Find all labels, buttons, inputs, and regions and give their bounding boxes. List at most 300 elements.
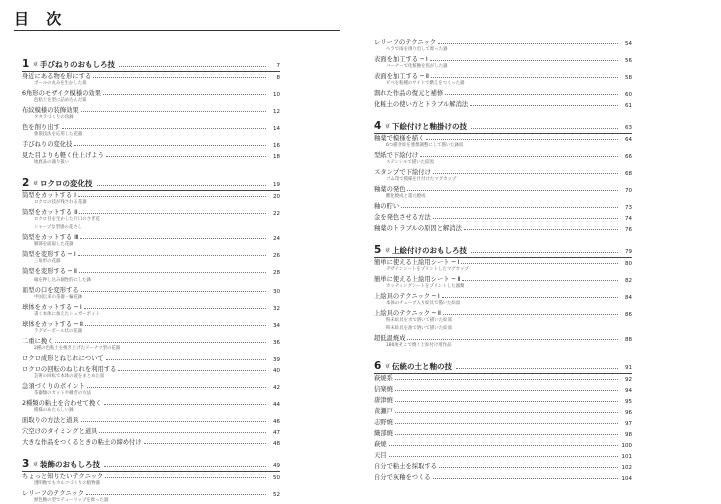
- chapter-page-number: 79: [625, 249, 632, 255]
- entry-page-number: 95: [625, 399, 632, 405]
- toc-entry: [22, 233, 280, 248]
- entry-line: [374, 55, 632, 64]
- entry-page-number: 58: [625, 75, 632, 81]
- leader-dots: [407, 190, 618, 191]
- entry-page-number: 48: [273, 441, 280, 447]
- leader-dots: [442, 297, 618, 298]
- entry-title: 釉薬で模様を描く: [374, 135, 425, 142]
- entry-line: [22, 233, 280, 242]
- toc-entry: [374, 224, 632, 233]
- entry-page-number: 10: [273, 92, 280, 98]
- leader-dots: [430, 60, 618, 61]
- leader-dots: [407, 339, 618, 340]
- toc-entry: [22, 106, 280, 121]
- leader-dots: [431, 77, 618, 78]
- entry-subtitle: デザインシートをプリントしたマグカップ: [386, 267, 469, 272]
- leader-dots: [81, 291, 266, 292]
- leader-dots: [105, 477, 266, 478]
- entry-page-number: 101: [621, 454, 632, 460]
- entry-title: 表面を加工する ─ Ⅱ: [374, 73, 429, 80]
- toc-entry: [374, 89, 632, 98]
- leader-dots: [86, 494, 266, 495]
- toc-entry: [22, 320, 280, 335]
- entry-subtitle: 色粘土を型に詰め込んだ皿: [34, 98, 87, 103]
- chapter-rule: [22, 190, 280, 191]
- toc-entry: [374, 407, 632, 416]
- chapter-page-number: 63: [625, 125, 632, 131]
- entry-page-number: 42: [273, 385, 280, 391]
- entry-subtitle: 胴部を面取した花器: [34, 242, 74, 247]
- toc-entry: [22, 427, 280, 436]
- toc-entry: [22, 416, 280, 425]
- entry-subtitle: 縁を押し込み個性的にした鉢: [34, 278, 92, 283]
- entry-subtitle: ラグビーボール状の花器: [34, 329, 83, 334]
- leader-dots: [103, 94, 266, 95]
- title-rule: [14, 30, 340, 31]
- entry-line: [374, 151, 632, 160]
- chapter-heading: [22, 171, 280, 189]
- toc-entry: [22, 286, 280, 301]
- entry-subtitle: 酸化焼成と還元焼成: [386, 194, 426, 199]
- leader-dots: [420, 156, 618, 157]
- entry-page-number: 36: [273, 340, 280, 346]
- leader-dots: [456, 368, 618, 369]
- chapter-number: 2: [22, 177, 30, 189]
- entry-title: 筒型を変形する ─ Ⅰ: [22, 251, 76, 258]
- page-title: 目 次: [14, 10, 68, 28]
- entry-line: [22, 72, 280, 81]
- leader-dots: [79, 272, 266, 273]
- entry-page-number: 98: [625, 432, 632, 438]
- entry-subtitle: 無色釉の型でテューリップを彫った器: [34, 498, 109, 503]
- entry-title: 球体をカットする ─ Ⅰ: [22, 304, 82, 311]
- entry-line: [22, 489, 280, 498]
- entry-page-number: 64: [625, 137, 632, 143]
- toc-entry: [22, 354, 280, 363]
- chapter-rule: [374, 373, 632, 374]
- entry-title: 急須づくりのポイント: [22, 383, 85, 390]
- entry-page-number: 20: [273, 194, 280, 200]
- entry-title: レリーフのテクニック: [22, 490, 85, 497]
- entry-title: 二重に挽く: [22, 338, 54, 345]
- entry-title: 超低温焼成: [374, 335, 406, 342]
- toc-entry: [22, 303, 280, 318]
- chapter-rule: [22, 471, 280, 472]
- entry-line: [374, 418, 632, 427]
- toc-entry: [374, 326, 632, 332]
- toc-entry: [374, 292, 632, 307]
- chapter-heading: [22, 52, 280, 70]
- entry-title: 表面を加工する ─ Ⅰ: [374, 56, 428, 63]
- entry-title: 自分で灰釉をつくる: [374, 474, 431, 481]
- leader-dots: [79, 213, 266, 214]
- entry-line: [374, 374, 632, 383]
- leader-dots: [97, 185, 267, 186]
- entry-line: [374, 100, 632, 109]
- toc-entry: [22, 89, 280, 104]
- chapter-rule: [374, 257, 632, 258]
- chapter-number: 1: [22, 58, 30, 70]
- chapter-number: 3: [22, 458, 30, 470]
- entry-title: 黄瀬戸: [374, 408, 393, 415]
- entry-line: [374, 89, 632, 98]
- entry-line: [374, 407, 632, 416]
- chapter-rule: [374, 133, 632, 134]
- entry-line: [374, 309, 632, 318]
- entry-subtitle: ロクロ目を生かした片口のさぎ花: [34, 217, 100, 222]
- leader-dots: [395, 423, 618, 424]
- entry-subtitle: 本体のチューブ入り絵具で描いた絵皿: [386, 301, 461, 306]
- chapter-title: 手びねりのおもしろ技: [40, 60, 115, 69]
- entry-subtitle: 粉末絵具を油で溶いて描いた絵皿: [386, 326, 452, 331]
- entry-title: 割れた作品の復元と補修: [374, 90, 444, 97]
- entry-title: 筒型を変形する ─ Ⅱ: [22, 268, 77, 275]
- toc-entry: [22, 365, 280, 380]
- entry-page-number: 12: [273, 109, 280, 115]
- leader-dots: [118, 370, 266, 371]
- entry-subtitle: 書く本体に加えたシュガーポット: [34, 312, 100, 317]
- entry-title: 6角形のモザイク模様の効果: [22, 90, 102, 97]
- leader-dots: [389, 456, 618, 457]
- leader-dots: [104, 404, 266, 405]
- chapter-suffix: 章: [33, 62, 39, 68]
- entry-line: [22, 382, 280, 391]
- leader-dots: [401, 207, 618, 208]
- toc-entry: [374, 451, 632, 460]
- entry-title: 面取りの方法と道具: [22, 417, 79, 424]
- entry-page-number: 68: [625, 171, 632, 177]
- entry-page-number: 66: [625, 154, 632, 160]
- entry-line: [374, 185, 632, 194]
- entry-title: 身近にある物を形にする: [22, 73, 92, 80]
- entry-title: 簡単に使える上絵用シート ─ Ⅱ: [374, 276, 461, 283]
- entry-title: 上絵具のテクニック ─ Ⅱ: [374, 310, 441, 317]
- entry-line: [374, 334, 632, 343]
- toc-entry: [22, 250, 280, 265]
- entry-line: [22, 365, 280, 374]
- entry-page-number: 39: [273, 357, 280, 363]
- entry-line: [374, 396, 632, 405]
- leader-dots: [84, 308, 266, 309]
- entry-subtitle: ビベを粘種のサイトで燃えをつくった器: [386, 81, 465, 86]
- entry-title: 色を削り出す: [22, 124, 60, 131]
- entry-line: [374, 451, 632, 460]
- leader-dots: [106, 156, 266, 157]
- entry-page-number: 80: [625, 261, 632, 267]
- chapter-suffix: 章: [385, 124, 391, 130]
- chapter-page-number: 19: [273, 182, 280, 188]
- entry-page-number: 34: [273, 323, 280, 329]
- entry-line: [22, 267, 280, 276]
- chapter-suffix: 章: [385, 364, 391, 370]
- chapter-heading: [374, 354, 632, 372]
- toc-entry: [374, 213, 632, 222]
- entry-title: 皿型の口を変形する: [22, 287, 79, 294]
- entry-subtitle: 象嵌技法を応用した花器: [34, 132, 83, 137]
- chapter-number: 5: [374, 244, 382, 256]
- entry-line: [374, 72, 632, 81]
- entry-title: 球体をカットする ─ Ⅱ: [22, 321, 84, 328]
- toc-entry: [22, 208, 280, 223]
- entry-line: [22, 472, 280, 481]
- toc-entry: [22, 225, 280, 231]
- entry-page-number: 24: [273, 236, 280, 242]
- entry-line: [22, 438, 280, 447]
- leader-dots: [395, 379, 618, 380]
- entry-line: [22, 151, 280, 160]
- toc-entry: [374, 185, 632, 200]
- entry-subtitle: 地底品の器り扱い: [34, 160, 70, 165]
- entry-page-number: 28: [273, 270, 280, 276]
- entry-title: 筒型をカットする Ⅲ: [22, 234, 79, 241]
- entry-page-number: 97: [625, 421, 632, 427]
- chapter-title: 装飾のおもしろ技: [40, 460, 100, 469]
- entry-subtitle: 中国伝来の茶器・輪花鉢: [34, 295, 83, 300]
- entry-line: [374, 168, 632, 177]
- entry-title: 釉薬のトラブルの原因と解消法: [374, 225, 462, 232]
- entry-page-number: 94: [625, 388, 632, 394]
- entry-line: [374, 202, 632, 211]
- toc-entry: [22, 489, 280, 504]
- leader-dots: [443, 314, 618, 315]
- entry-line: [22, 250, 280, 259]
- leader-dots: [470, 105, 618, 106]
- toc-entry: [22, 191, 280, 206]
- entry-title: 信楽焼: [374, 386, 393, 393]
- leader-dots: [462, 280, 618, 281]
- toc-entry: [22, 438, 280, 447]
- entry-subtitle: 模様のあたらしい鉢: [34, 408, 74, 413]
- toc-left-column: [22, 36, 280, 504]
- leader-dots: [80, 238, 266, 239]
- entry-page-number: 76: [625, 227, 632, 233]
- leader-dots: [55, 342, 266, 343]
- entry-line: [22, 320, 280, 329]
- chapter-page-number: 91: [625, 365, 632, 371]
- chapter-number: 4: [374, 120, 382, 132]
- leader-dots: [74, 145, 266, 146]
- entry-page-number: 16: [273, 143, 280, 149]
- chapter-suffix: 章: [33, 462, 39, 468]
- entry-title: 志野焼: [374, 419, 393, 426]
- entry-line: [374, 292, 632, 301]
- leader-dots: [433, 173, 618, 174]
- entry-line: [374, 473, 632, 482]
- entry-title: 上絵具のテクニック ─ Ⅰ: [374, 293, 440, 300]
- chapter-heading: [22, 452, 280, 470]
- entry-page-number: 8: [276, 75, 280, 81]
- entry-page-number: 30: [273, 289, 280, 295]
- leader-dots: [433, 478, 618, 479]
- toc-entry: [374, 334, 632, 349]
- entry-title: ちょっと知りたいテクニック: [22, 473, 104, 480]
- leader-dots: [438, 43, 618, 44]
- chapter-rule: [22, 71, 280, 72]
- leader-dots: [62, 128, 266, 129]
- entry-title: 萩焼系: [374, 375, 393, 382]
- leader-dots: [471, 128, 618, 129]
- entry-line: [374, 462, 632, 471]
- chapter-page-number: 49: [273, 463, 280, 469]
- toc-entry: [22, 337, 280, 352]
- toc-entry: [22, 123, 280, 138]
- entry-page-number: 92: [625, 377, 632, 383]
- chapter-heading: [374, 114, 632, 132]
- leader-dots: [471, 252, 618, 253]
- entry-line: [22, 208, 280, 217]
- entry-subtitle: バーナーで化粧釉を焦がした器: [386, 64, 448, 69]
- entry-line: [374, 38, 632, 47]
- entry-line: [22, 286, 280, 295]
- entry-subtitle: 6つ描き絵を連想調整にして描いた鉢皿: [386, 143, 464, 148]
- leader-dots: [99, 432, 266, 433]
- toc-entry: [374, 309, 632, 324]
- entry-page-number: 82: [625, 278, 632, 284]
- toc-entry: [22, 267, 280, 276]
- entry-subtitle: 三角形の花器: [34, 259, 61, 264]
- entry-subtitle: 180度そこで焼く上絵付け用作品: [386, 343, 452, 348]
- toc-entry: [374, 440, 632, 449]
- entry-title: 簡単に使える上絵用シート ─ Ⅰ: [374, 259, 460, 266]
- entry-title: 筒型をカットする Ⅰ: [22, 192, 76, 199]
- toc-entry: [22, 140, 280, 149]
- entry-page-number: 40: [273, 368, 280, 374]
- chapter-suffix: 章: [33, 181, 39, 187]
- toc-right-column: [374, 36, 632, 482]
- leader-dots: [389, 445, 618, 446]
- entry-page-number: 56: [625, 58, 632, 64]
- leader-dots: [433, 218, 618, 219]
- entry-line: [22, 140, 280, 149]
- leader-dots: [106, 359, 266, 360]
- entry-title: 2種類の粘土を合わせて挽く: [22, 400, 102, 407]
- chapter-suffix: 章: [385, 248, 391, 254]
- toc-entry: [22, 72, 280, 87]
- toc-entry: [374, 462, 632, 471]
- entry-line: [22, 106, 280, 115]
- toc-entry: [374, 418, 632, 427]
- entry-title: 見た目よりも軽く仕上げよう: [22, 152, 104, 159]
- entry-line: [374, 224, 632, 233]
- entry-line: [22, 399, 280, 408]
- toc-entry: [22, 472, 280, 487]
- chapter-title: 上絵付けのおもしろ技: [392, 246, 467, 255]
- entry-subtitle: ゴム印で模様を仕付けたマグカップ: [386, 177, 457, 182]
- entry-page-number: 52: [273, 492, 280, 498]
- entry-line: [374, 258, 632, 267]
- entry-line: [374, 429, 632, 438]
- entry-page-number: 46: [273, 419, 280, 425]
- toc-entry: [22, 382, 280, 397]
- toc-entry: [374, 202, 632, 211]
- entry-subtitle: 2種の色粘土を挽き上げたドーナツ型の花器: [34, 346, 121, 351]
- leader-dots: [119, 66, 266, 67]
- entry-line: [374, 275, 632, 284]
- chapter-title: ロクロの変化技: [40, 179, 93, 188]
- leader-dots: [461, 263, 618, 264]
- entry-subtitle: カッティングシートをプリントした器類: [386, 284, 465, 289]
- entry-subtitle: ステンシルで描いた紋図: [386, 160, 434, 165]
- leader-dots: [87, 387, 266, 388]
- entry-subtitle: ロクロの技が残される花器: [34, 200, 87, 205]
- toc-entry: [374, 100, 632, 109]
- entry-line: [22, 303, 280, 312]
- toc-entry: [374, 396, 632, 405]
- entry-title: 萩焼: [374, 441, 387, 448]
- entry-page-number: 32: [273, 306, 280, 312]
- entry-subtitle: ヘラで雨を削り出して彫った器: [386, 47, 448, 52]
- entry-title: 大きな作品をつくるときの粘土の締め付け: [22, 439, 142, 446]
- entry-page-number: 104: [621, 476, 632, 482]
- entry-page-number: 84: [625, 295, 632, 301]
- toc-entry: [374, 429, 632, 438]
- leader-dots: [81, 111, 266, 112]
- toc-entry: [22, 278, 280, 284]
- entry-page-number: 47: [273, 430, 280, 436]
- leader-dots: [78, 196, 266, 197]
- leader-dots: [395, 434, 618, 435]
- chapter-title: 下絵付けと釉掛けの技: [392, 122, 467, 131]
- entry-title: 唐津焼: [374, 397, 393, 404]
- entry-title: 穴空けのタイミングと道具: [22, 428, 98, 435]
- toc-entry: [22, 399, 280, 414]
- entry-title: ロクロ成形とねじれについて: [22, 355, 104, 362]
- leader-dots: [104, 466, 266, 467]
- leader-dots: [93, 77, 266, 78]
- chapter-title: 伝統の土と釉の技: [392, 362, 452, 371]
- toc-entry: [374, 385, 632, 394]
- toc-entry: [374, 134, 632, 149]
- toc-entry: [374, 168, 632, 183]
- entry-page-number: 100: [621, 443, 632, 449]
- entry-title: 金を発色させる方法: [374, 214, 431, 221]
- entry-page-number: 14: [273, 126, 280, 132]
- chapter-heading: [374, 238, 632, 256]
- leader-dots: [144, 443, 266, 444]
- entry-line: [22, 416, 280, 425]
- entry-page-number: 54: [625, 41, 632, 47]
- leader-dots: [78, 255, 266, 256]
- entry-page-number: 26: [273, 253, 280, 259]
- entry-line: [374, 213, 632, 222]
- leader-dots: [445, 94, 618, 95]
- chapter-number: 6: [374, 360, 382, 372]
- leader-dots: [85, 325, 266, 326]
- entry-subtitle: 粉末絵具を水で溶いて描いた絵皿: [386, 318, 452, 323]
- entry-page-number: 74: [625, 216, 632, 222]
- leader-dots: [426, 139, 618, 140]
- entry-page-number: 86: [625, 312, 632, 318]
- entry-line: [22, 123, 280, 132]
- entry-line: [22, 337, 280, 346]
- entry-title: スタンプで下絵付け: [374, 169, 431, 176]
- entry-title: ロクロの回転のねじれを利用する: [22, 366, 117, 373]
- entry-title: レリーフのテクニック: [374, 39, 437, 46]
- entry-title: 釉薬の発色: [374, 186, 406, 193]
- toc-entry: [374, 258, 632, 273]
- entry-title: 自分で粘土を採取する: [374, 463, 437, 470]
- entry-line: [22, 354, 280, 363]
- toc-entry: [374, 55, 632, 70]
- toc-entry: [374, 473, 632, 482]
- toc-entry: [374, 38, 632, 53]
- entry-title: 手びねりの変化技: [22, 141, 73, 148]
- toc-entry: [22, 151, 280, 166]
- entry-subtitle: 茶器類のカットや継ぎの方法: [34, 391, 92, 396]
- entry-page-number: 70: [625, 188, 632, 194]
- leader-dots: [464, 229, 618, 230]
- entry-page-number: 96: [625, 410, 632, 416]
